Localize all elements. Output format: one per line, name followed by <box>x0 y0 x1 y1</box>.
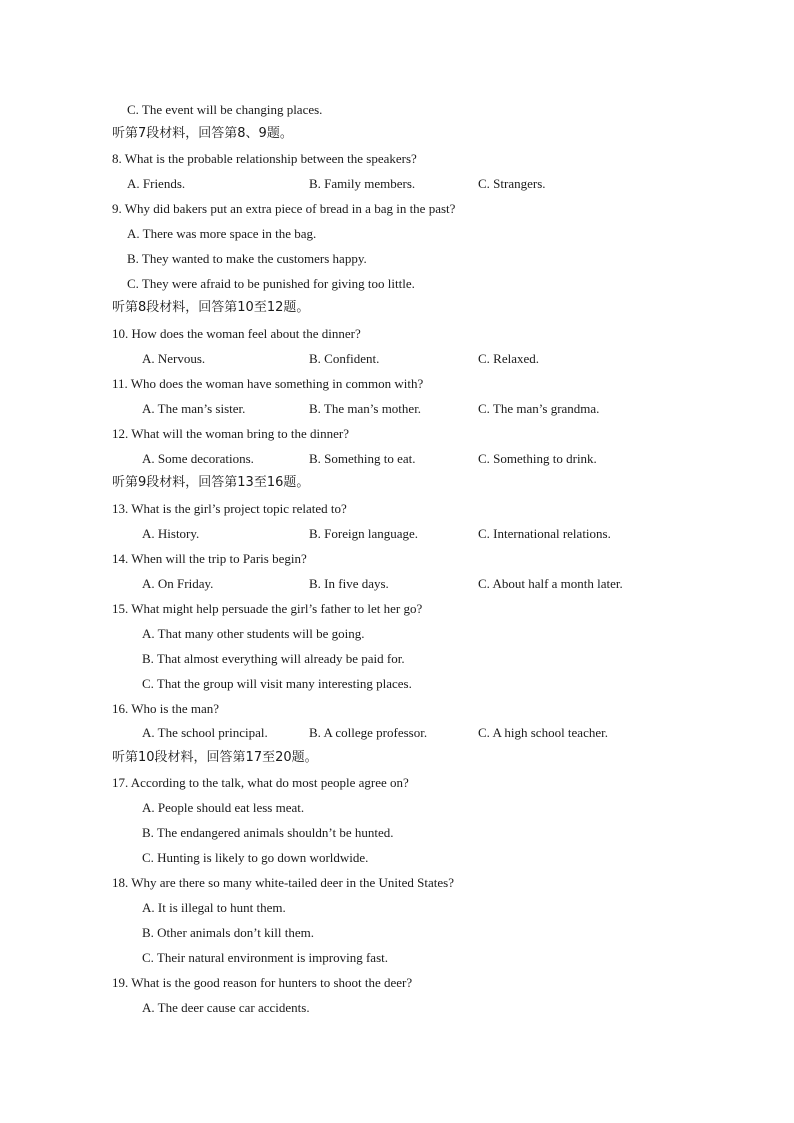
question-line: 15. What might help persuade the girl’s father to let her go? <box>112 601 423 616</box>
option-line: A. It is illegal to hunt them. <box>142 900 286 915</box>
option-b: B. Family members. <box>309 176 416 191</box>
question-line: 14. When will the trip to Paris begin? <box>112 551 307 566</box>
option-line: A. That many other students will be going. <box>142 626 365 641</box>
option-line: B. Other animals don’t kill them. <box>142 925 314 940</box>
option-c: C. About half a month later. <box>478 576 623 591</box>
option-line: A. People should eat less meat. <box>142 800 305 815</box>
section-heading: 听第7段材料，回答第8、9题。 <box>112 126 293 141</box>
section-heading: 听第9段材料，回答第13至16题。 <box>112 475 310 490</box>
option-line: C. Their natural environment is improving fast. <box>142 950 388 965</box>
question-line: 18. Why are there so many white-tailed deer in the United States? <box>112 875 454 890</box>
option-b: B. Confident. <box>309 351 380 366</box>
option-line: C. Hunting is likely to go down worldwide. <box>142 850 369 865</box>
option-a: A. The man’s sister. <box>142 401 246 416</box>
section-heading: 听第10段材料，回答第17至20题。 <box>112 750 318 765</box>
option-a: A. On Friday. <box>142 576 214 591</box>
question-line: 11. Who does the woman have something in common with? <box>112 376 424 391</box>
option-line: C. That the group will visit many interesting places. <box>142 676 412 691</box>
question-line: 10. How does the woman feel about the dinner? <box>112 326 361 341</box>
option-b: B. A college professor. <box>309 725 428 740</box>
option-c: C. Relaxed. <box>478 351 540 366</box>
section-heading: 听第8段材料，回答第10至12题。 <box>112 300 310 315</box>
option-line: C. The event will be changing places. <box>127 102 323 117</box>
option-b: B. Foreign language. <box>309 526 419 541</box>
option-a: A. The school principal. <box>142 725 268 740</box>
option-line: B. They wanted to make the customers happy. <box>127 251 367 266</box>
option-line: A. The deer cause car accidents. <box>142 1000 310 1015</box>
option-line: A. There was more space in the bag. <box>127 226 317 241</box>
option-a: A. Friends. <box>127 176 186 191</box>
question-line: 17. According to the talk, what do most people agree on? <box>112 775 409 790</box>
option-a: A. History. <box>142 526 200 541</box>
option-a: A. Nervous. <box>142 351 206 366</box>
option-c: C. International relations. <box>478 526 611 541</box>
option-line: B. The endangered animals shouldn’t be hunted. <box>142 825 394 840</box>
question-line: 13. What is the girl’s project topic related to? <box>112 501 347 516</box>
option-b: B. In five days. <box>309 576 389 591</box>
option-c: C. Something to drink. <box>478 451 597 466</box>
option-b: B. Something to eat. <box>309 451 416 466</box>
option-c: C. Strangers. <box>478 176 546 191</box>
question-line: 16. Who is the man? <box>112 701 219 716</box>
option-c: C. The man’s grandma. <box>478 401 600 416</box>
option-c: C. A high school teacher. <box>478 725 608 740</box>
question-line: 12. What will the woman bring to the dinner? <box>112 426 349 441</box>
question-line: 9. Why did bakers put an extra piece of bread in a bag in the past? <box>112 201 456 216</box>
question-line: 19. What is the good reason for hunters to shoot the deer? <box>112 975 413 990</box>
option-line: B. That almost everything will already be paid for. <box>142 651 405 666</box>
option-a: A. Some decorations. <box>142 451 254 466</box>
option-b: B. The man’s mother. <box>309 401 422 416</box>
option-line: C. They were afraid to be punished for giving too little. <box>127 276 415 291</box>
question-line: 8. What is the probable relationship between the speakers? <box>112 151 417 166</box>
